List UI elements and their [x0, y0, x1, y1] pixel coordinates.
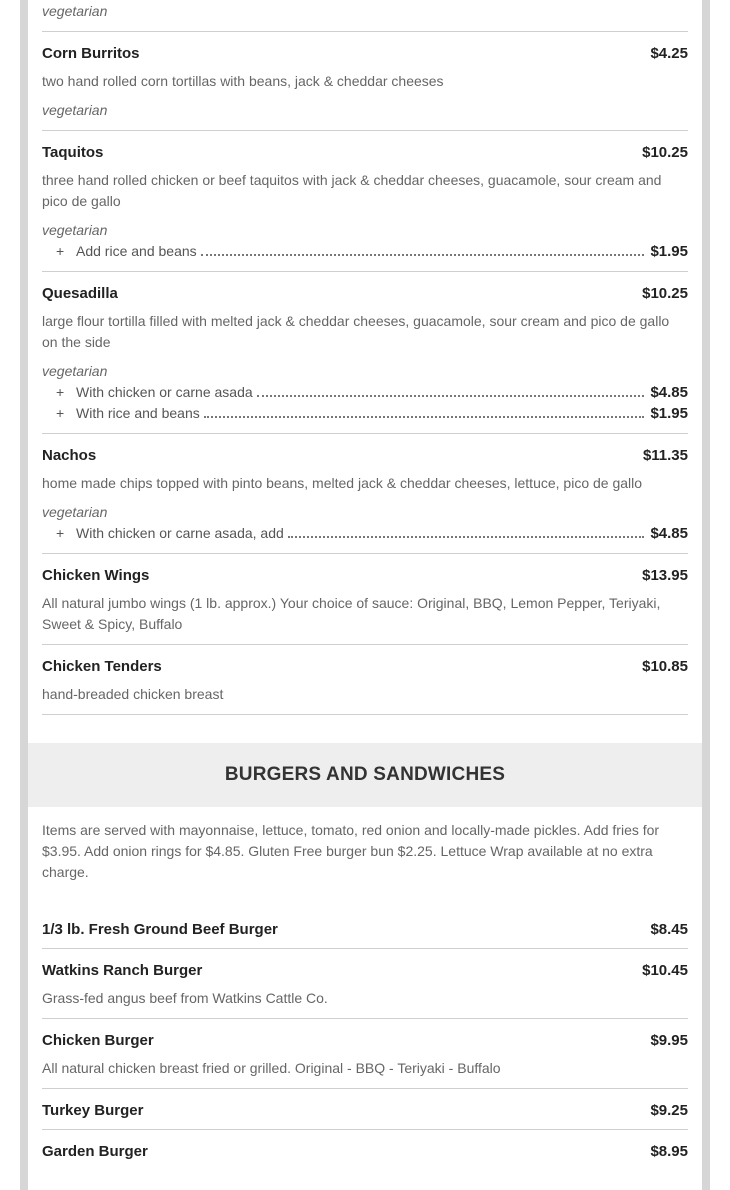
section-note: Items are served with mayonnaise, lettuce, tomato, red onion and locally-made pickles. Add fries for $3.95. Add onion rings for $4.85. Gluten Free burger bun $2.25. Lettuce Wrap available at no extra charge.	[42, 822, 660, 880]
item-description: All natural jumbo wings (1 lb. approx.) Your choice of sauce: Original, BBQ, Lemon Pepper, Teriyaki, Sweet & Spicy, Buffalo	[42, 595, 661, 632]
dot-leader	[288, 536, 645, 538]
addon-label: With chicken or carne asada	[76, 384, 253, 400]
addon-price: $1.95	[650, 405, 688, 422]
item-name: Corn Burritos	[42, 45, 140, 62]
menu-item	[42, 645, 688, 715]
section-title: BURGERS AND SANDWICHES	[224, 764, 506, 785]
item-name: Garden Burger	[42, 1143, 148, 1160]
menu-item	[42, 1130, 688, 1170]
item-name: Nachos	[42, 447, 97, 464]
item-price: $8.95	[650, 1143, 688, 1160]
addon-price: $1.95	[650, 243, 688, 260]
addon-label: Add rice and beans	[76, 243, 197, 259]
item-price: $9.95	[650, 1032, 688, 1049]
item-name: 1/3 lb. Fresh Ground Beef Burger	[42, 921, 278, 938]
dot-leader	[257, 395, 645, 397]
vegetarian-tag: vegetarian	[42, 222, 108, 238]
item-price: $10.45	[642, 962, 688, 979]
item-price: $10.25	[642, 285, 688, 302]
addon-row	[42, 241, 688, 262]
menu-item	[42, 1019, 688, 1089]
menu-item	[42, 131, 688, 272]
item-name: Chicken Wings	[42, 567, 150, 584]
item-price: $13.95	[642, 567, 688, 584]
item-name: Chicken Burger	[42, 1032, 154, 1049]
menu-item	[42, 908, 688, 949]
addon-label: With chicken or carne asada, add	[76, 525, 284, 541]
item-description: All natural chicken breast fried or grilled. Original - BBQ - Teriyaki - Buffalo	[42, 1060, 501, 1076]
item-description: hand-breaded chicken breast	[42, 686, 224, 702]
item-description: large flour tortilla filled with melted jack & cheddar cheeses, guacamole, sour cream and pico de gallo on the side	[42, 313, 670, 350]
addon-label: With rice and beans	[76, 405, 200, 421]
item-price: $4.25	[650, 45, 688, 62]
addon-row	[42, 523, 688, 544]
menu-item	[42, 272, 688, 434]
item-description: three hand rolled chicken or beef taquitos with jack & cheddar cheeses, guacamole, sour cream and pico de gallo	[42, 172, 662, 209]
vegetarian-tag: vegetarian	[42, 3, 108, 19]
addon-price: $4.85	[650, 525, 688, 542]
dot-leader	[204, 416, 645, 418]
menu-item	[42, 949, 688, 1019]
addon-row	[42, 403, 688, 424]
menu-item	[42, 554, 688, 645]
plus-icon: +	[56, 384, 65, 400]
item-name: Turkey Burger	[42, 1102, 144, 1119]
item-name: Taquitos	[42, 144, 104, 161]
plus-icon: +	[56, 525, 65, 541]
menu-item	[42, 434, 688, 554]
vegetarian-tag: vegetarian	[42, 363, 108, 379]
vegetarian-tag: vegetarian	[42, 102, 108, 118]
item-price: $11.35	[642, 447, 688, 464]
item-price: $9.25	[650, 1102, 688, 1119]
dot-leader	[201, 254, 645, 256]
item-price: $10.25	[642, 144, 688, 161]
addon-row	[42, 382, 688, 403]
item-name: Quesadilla	[42, 285, 118, 302]
item-name: Chicken Tenders	[42, 658, 162, 675]
addon-price: $4.85	[650, 384, 688, 401]
menu-item	[42, 1089, 688, 1130]
item-price: $10.85	[642, 658, 688, 675]
plus-icon: +	[56, 243, 65, 259]
menu-item-partial	[42, 0, 688, 32]
item-description: home made chips topped with pinto beans, melted jack & cheddar cheeses, lettuce, pico de gallo	[42, 475, 643, 491]
plus-icon: +	[56, 405, 65, 421]
item-description: two hand rolled corn tortillas with beans, jack & cheddar cheeses	[42, 73, 444, 89]
section-header	[28, 743, 702, 807]
vegetarian-tag: vegetarian	[42, 504, 108, 520]
item-description: Grass-fed angus beef from Watkins Cattle Co.	[42, 990, 328, 1006]
item-name: Watkins Ranch Burger	[42, 962, 203, 979]
menu-item	[42, 32, 688, 131]
item-price: $8.45	[650, 921, 688, 938]
